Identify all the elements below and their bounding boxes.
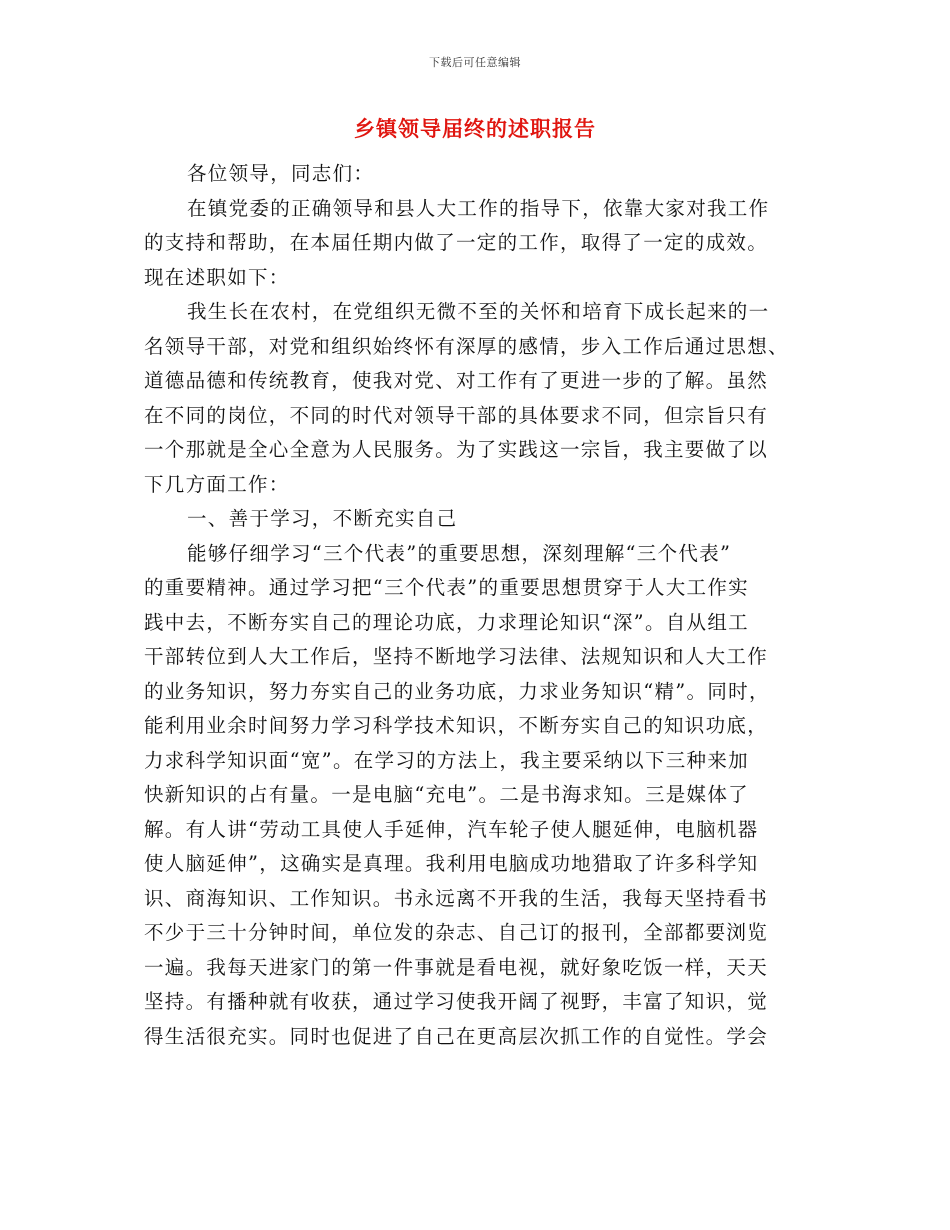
text-line: 的支持和帮助，在本届任期内做了一定的工作，取得了一定的成效。 <box>144 231 769 254</box>
text-line: 得生活很充实。同时也促进了自己在更高层次抓工作的自觉性。学会 <box>144 1024 769 1048</box>
text-line: 下几方面工作： <box>144 472 290 496</box>
text-line: 干部转位到人大工作后，坚持不断地学习法律、法规知识和人大工作 <box>144 645 769 668</box>
text-line: 的重要精神。通过学习把“三个代表”的重要思想贯穿于人大工作实 <box>144 576 749 599</box>
text-line: 在镇党委的正确领导和县人大工作的指导下，依靠大家对我工作 <box>187 196 770 220</box>
text-line: 的业务知识，努力夯实自己的业务功底，力求业务知识“精”。同时， <box>144 679 770 703</box>
text-line: 能够仔细学习“三个代表”的重要思想，深刻理解“三个代表” <box>187 541 732 565</box>
text-line: 使人脑延伸”，这确实是真理。我利用电脑成功地猎取了许多科学知 <box>144 852 759 875</box>
text-line: 能利用业余时间努力学习科学技术知识，不断夯实自己的知识功底， <box>144 714 769 737</box>
text-line: 各位领导，同志们： <box>187 162 375 185</box>
text-line: 一个那就是全心全意为人民服务。为了实践这一宗旨，我主要做了以 <box>144 438 769 461</box>
text-line: 我生长在农村，在党组织无微不至的关怀和培育下成长起来的一 <box>187 300 770 323</box>
text-line: 践中去，不断夯实自己的理论功底，力求理论知识“深”。自从组工 <box>144 610 749 634</box>
text-line: 快新知识的占有量。一是电脑“充电”。二是书海求知。三是媒体了 <box>144 783 749 806</box>
text-line: 一、善于学习，不断充实自己 <box>187 507 458 530</box>
text-line: 一遍。我每天进家门的第一件事就是看电视，就好象吃饭一样，天天 <box>144 955 769 979</box>
text-line: 现在述职如下： <box>144 265 290 289</box>
page-header: 下载后可任意编辑 <box>429 56 521 69</box>
text-line: 解。有人讲“劳动工具使人手延伸，汽车轮子使人腿延伸，电脑机器 <box>144 817 759 841</box>
document-title: 乡镇领导届终的述职报告 <box>354 116 596 141</box>
text-line: 道德品德和传统教育，使我对党、对工作有了更进一步的了解。虽然 <box>144 369 769 392</box>
text-line: 名领导干部，对党和组织始终怀有深厚的感情，步入工作后通过思想、 <box>144 334 789 358</box>
document-body <box>144 157 804 1054</box>
text-line: 在不同的岗位，不同的时代对领导干部的具体要求不同，但宗旨只有 <box>144 403 769 427</box>
text-line: 不少于三十分钟时间，单位发的杂志、自己订的报刊，全部都要浏览 <box>144 921 769 944</box>
text-line: 力求科学知识面“宽”。在学习的方法上，我主要采纳以下三种来加 <box>144 748 749 772</box>
text-line: 识、商海知识、工作知识。书永远离不开我的生活，我每天坚持看书 <box>144 886 769 910</box>
text-line: 坚持。有播种就有收获，通过学习使我开阔了视野，丰富了知识，觉 <box>144 990 769 1013</box>
